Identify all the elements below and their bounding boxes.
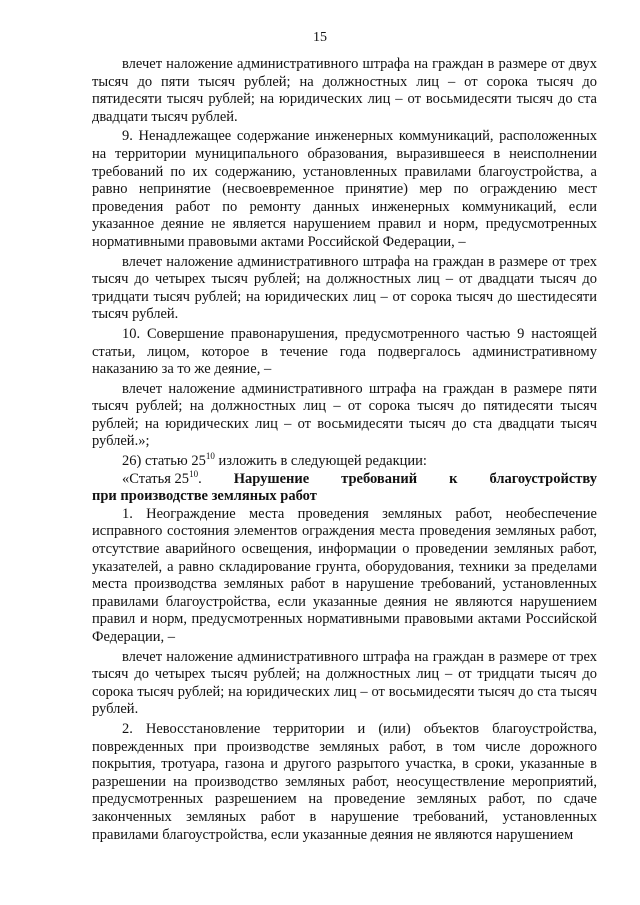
paragraph-item-26: 26) статью $25^{10}$ изложить в следующей редакции:	[122, 451, 427, 470]
article-title-word: Нарушение	[233, 470, 310, 487]
article-title-word: требований	[341, 470, 418, 487]
paragraph-penalty-3: влечет наложение административного штрафа на граждан в размере пяти тысяч рублей; на должностных лиц – от сорока тысяч до пятидесяти тысяч рублей; на юридических лиц – от восьмидесяти тысяч до ста двадцати тысяч рублей.»;	[92, 380, 597, 450]
paragraph-penalty-4: влечет наложение административного штрафа на граждан в размере от трех тысяч до четырех тысяч рублей; на должностных лиц – от тридцати тысяч до сорока тысяч рублей; на юридических лиц – от восьмидесяти тысяч до ста тысяч рублей.	[92, 648, 597, 718]
paragraph-penalty-2: влечет наложение административного штрафа на граждан в размере от трех тысяч до четырех тысяч рублей; на должностных лиц – от двадцати тысяч до тридцати тысяч рублей; на юридических лиц – от сорока тысяч до шестидесяти тысяч рублей.	[92, 253, 597, 323]
paragraph-item-10: 10. Совершение правонарушения, предусмотренного частью 9 настоящей статьи, лицом, которое в течение года подвергалось административному наказанию за то же деяние, –	[92, 325, 597, 378]
paragraph-article-item-2: 2. Невосстановление территории и (или) объектов благоустройства, поврежденных при производстве земляных работ, в том числе дорожного покрытия, тротуара, газона и другого разрытого участка, в сроки, указанные в разрешении на производство земляных работ, неосуществление мероприятий, предусмотренных разрешением на проведение земляных работ, по сдаче законченных земляных работ в нарушение требований, установленных правилами благоустройства, если указанные деяния не являются нарушением	[92, 720, 597, 843]
paragraph-article-item-1: 1. Неограждение места проведения земляных работ, необеспечение исправного состояния элементов ограждения места проведения земляных работ, отсутствие аварийного освещения, информации о проведении земляных работ, указателей, а равно складирование грунта, оборудования, техники за пределами места производства земляных работ в нарушение требований, установленных правилами благоустройства, если указанные деяния не являются нарушением правил и норм, предусмотренных нормативными правовыми актами Российской Федерации, –	[92, 505, 597, 645]
article-title-word: к	[449, 470, 458, 487]
paragraph-item-9: 9. Ненадлежащее содержание инженерных коммуникаций, расположенных на территории муниципального образования, выразившееся в неисполнении требований по их содержанию, установленных правилами благоустройства, а равно непринятие (несвоевременное принятие) мер по ограждению мест проведения работ по ремонту данных инженерных коммуникаций, если указанное деяние не является нарушением правил и норм, предусмотренных нормативными правовыми актами Российской Федерации, –	[92, 128, 597, 250]
page-number: 15	[313, 30, 327, 45]
article-title-word: благоустройству	[489, 470, 597, 487]
document-body	[92, 56, 597, 844]
paragraph-penalty-1: влечет наложение административного штрафа на граждан в размере от двух тысяч до пяти тысяч рублей; на должностных лиц – от сорока тысяч до пятидесяти тысяч рублей; на юридических лиц – от восьмидесяти тысяч до ста двадцати тысяч рублей.	[92, 56, 597, 125]
article-number: «Статья $25^{10}$.	[122, 468, 202, 487]
article-heading	[92, 468, 597, 489]
article-title-line2: при производстве земляных работ	[92, 488, 317, 505]
